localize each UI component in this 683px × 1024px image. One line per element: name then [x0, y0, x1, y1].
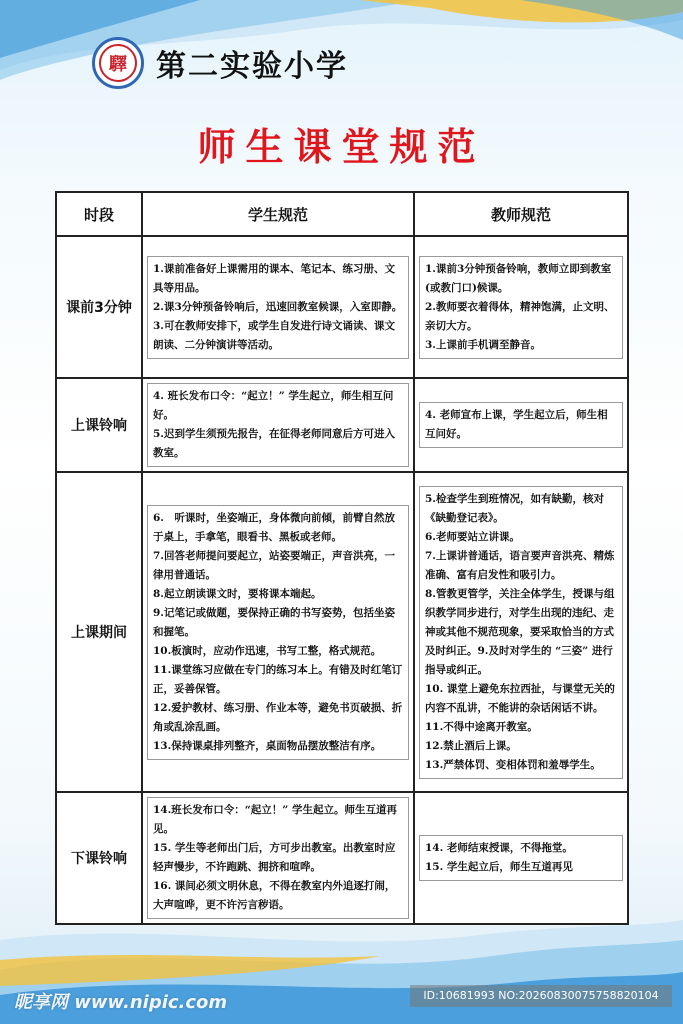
rule-text: 1.课前3分钟预备铃响，教师立即到教室(或教门口)候课。: [425, 262, 612, 294]
rule-text: 5.迟到学生须预先报告，在征得老师同意后方可进入教室。: [153, 428, 395, 459]
column-header-student: 学生规范: [142, 192, 414, 236]
rule-text: 4. 老师宣布上课，学生起立后，师生相互问好。: [425, 409, 608, 440]
rule-text: 3.可在教师安排下，或学生自发进行诗文诵读、课文朗读、二分钟演讲等活动。: [153, 319, 395, 351]
site-watermark: 昵享网 www.nipic.com: [14, 992, 228, 1013]
student-rules-cell: [142, 236, 414, 378]
rule-text: 11.课堂练习应做在专门的练习本上。有错及时红笔订正，妥善保管。: [153, 663, 403, 695]
student-rules-cell: [142, 378, 414, 472]
rule-text: 14.班长发布口令：“起立！” 学生起立。师生互道再见。: [153, 804, 398, 835]
rule-text: 3.上课前手机调至静音。: [425, 338, 541, 351]
rule-text: 1.课前准备好上课需用的课本、笔记本、练习册、文具等用品。: [153, 262, 395, 294]
student-rules-box: [147, 256, 409, 359]
rule-text: 10. 课堂上避免东拉西扯，与课堂无关的内容不乱讲，不能讲的杂话闲话不讲。: [425, 682, 615, 714]
teacher-rules-box: [419, 486, 623, 779]
logo-char: 驛: [109, 54, 127, 75]
rule-text: 10.板演时，应动作迅速，书写工整，格式规范。: [153, 644, 382, 657]
column-header-teacher: 教师规范: [414, 192, 628, 236]
rule-text: 15. 学生等老师出门后，方可步出教室。出教室时应轻声慢步，不许跑跳、拥挤和喧哗。: [153, 842, 396, 873]
table-row: [56, 236, 628, 378]
teacher-rules-cell: [414, 792, 628, 924]
rules-table: [55, 191, 629, 925]
rule-text: 6. 听课时，坐姿端正，身体微向前倾，前臂自然放于桌上，手拿笔，眼看书、黑板或老师。: [153, 511, 395, 543]
period-cell: 课前3分钟: [56, 236, 142, 378]
teacher-rules-cell: [414, 236, 628, 378]
rule-text: 12.禁止酒后上课。: [425, 739, 517, 752]
rule-text: 8.管教更管学，关注全体学生，授课与组织教学同步进行，对学生出现的违纪、走神或其他不规范现象，要采取恰当的方式及时纠正。9.及时对学生的 “三姿” 进行指导或纠正。: [425, 587, 615, 676]
rule-text: 6.老师要站立讲课。: [425, 530, 520, 543]
page-title: 师生课堂规范: [197, 125, 486, 169]
period-cell: 下课铃响: [56, 792, 142, 924]
teacher-rules-box: [419, 835, 623, 881]
rule-text: 4. 班长发布口令：“起立！” 学生起立，师生相互问好。: [153, 390, 394, 421]
school-logo: [92, 37, 144, 89]
rule-text: 9.记笔记或做题，要保持正确的书写姿势，包括坐姿和握笔。: [153, 606, 395, 638]
rule-text: 5.检查学生到班情况，如有缺勤，核对《缺勤登记表》。: [425, 492, 604, 524]
table-header-row: [56, 192, 628, 236]
student-rules-cell: [142, 472, 414, 792]
table-row: [56, 792, 628, 924]
logo-seal-icon: [99, 44, 137, 82]
teacher-rules-cell: [414, 472, 628, 792]
table-row: [56, 378, 628, 472]
period-cell: 上课期间: [56, 472, 142, 792]
student-rules-cell: [142, 792, 414, 924]
table-row: [56, 472, 628, 792]
school-name: 第二实验小学: [156, 49, 348, 84]
teacher-rules-cell: [414, 378, 628, 472]
student-rules-box: [147, 383, 409, 467]
period-cell: 上课铃响: [56, 378, 142, 472]
student-rules-box: [147, 505, 409, 760]
rule-text: 2.课3分钟预备铃响后，迅速回教室候课，入室即静。: [153, 300, 403, 313]
rule-text: 13.保持课桌排列整齐，桌面物品摆放整洁有序。: [153, 739, 382, 752]
rule-text: 7.回答老师提问要起立，站姿要端正，声音洪亮，一律用普通话。: [153, 549, 395, 581]
column-header-period: 时段: [56, 192, 142, 236]
rule-text: 15. 学生起立后，师生互道再见: [425, 861, 573, 873]
rule-text: 14. 老师结束授课，不得拖堂。: [425, 842, 573, 854]
teacher-rules-box: [419, 256, 623, 359]
rule-text: 13.严禁体罚、变相体罚和羞辱学生。: [425, 758, 601, 771]
rule-text: 2.教师要衣着得体，精神饱满，止文明、亲切大方。: [425, 300, 615, 332]
rule-text: 12.爱护教材、练习册、作业本等，避免书页破损、折角或乱涂乱画。: [153, 701, 403, 733]
rule-text: 8.起立朗读课文时，要将课本端起。: [153, 587, 322, 600]
rule-text: 11.不得中途离开教室。: [425, 720, 538, 733]
image-id-watermark: ID:10681993 NO:20260830075758820104: [410, 985, 672, 1007]
school-header: [92, 35, 348, 91]
rule-text: 16. 课间必须文明休息，不得在教室内外追逐打闹，大声喧哗，更不许污言秽语。: [153, 880, 396, 911]
teacher-rules-box: [419, 402, 623, 448]
rule-text: 7.上课讲普通话，语言要声音洪亮、精炼准确、富有启发性和吸引力。: [425, 549, 615, 581]
student-rules-box: [147, 797, 409, 919]
